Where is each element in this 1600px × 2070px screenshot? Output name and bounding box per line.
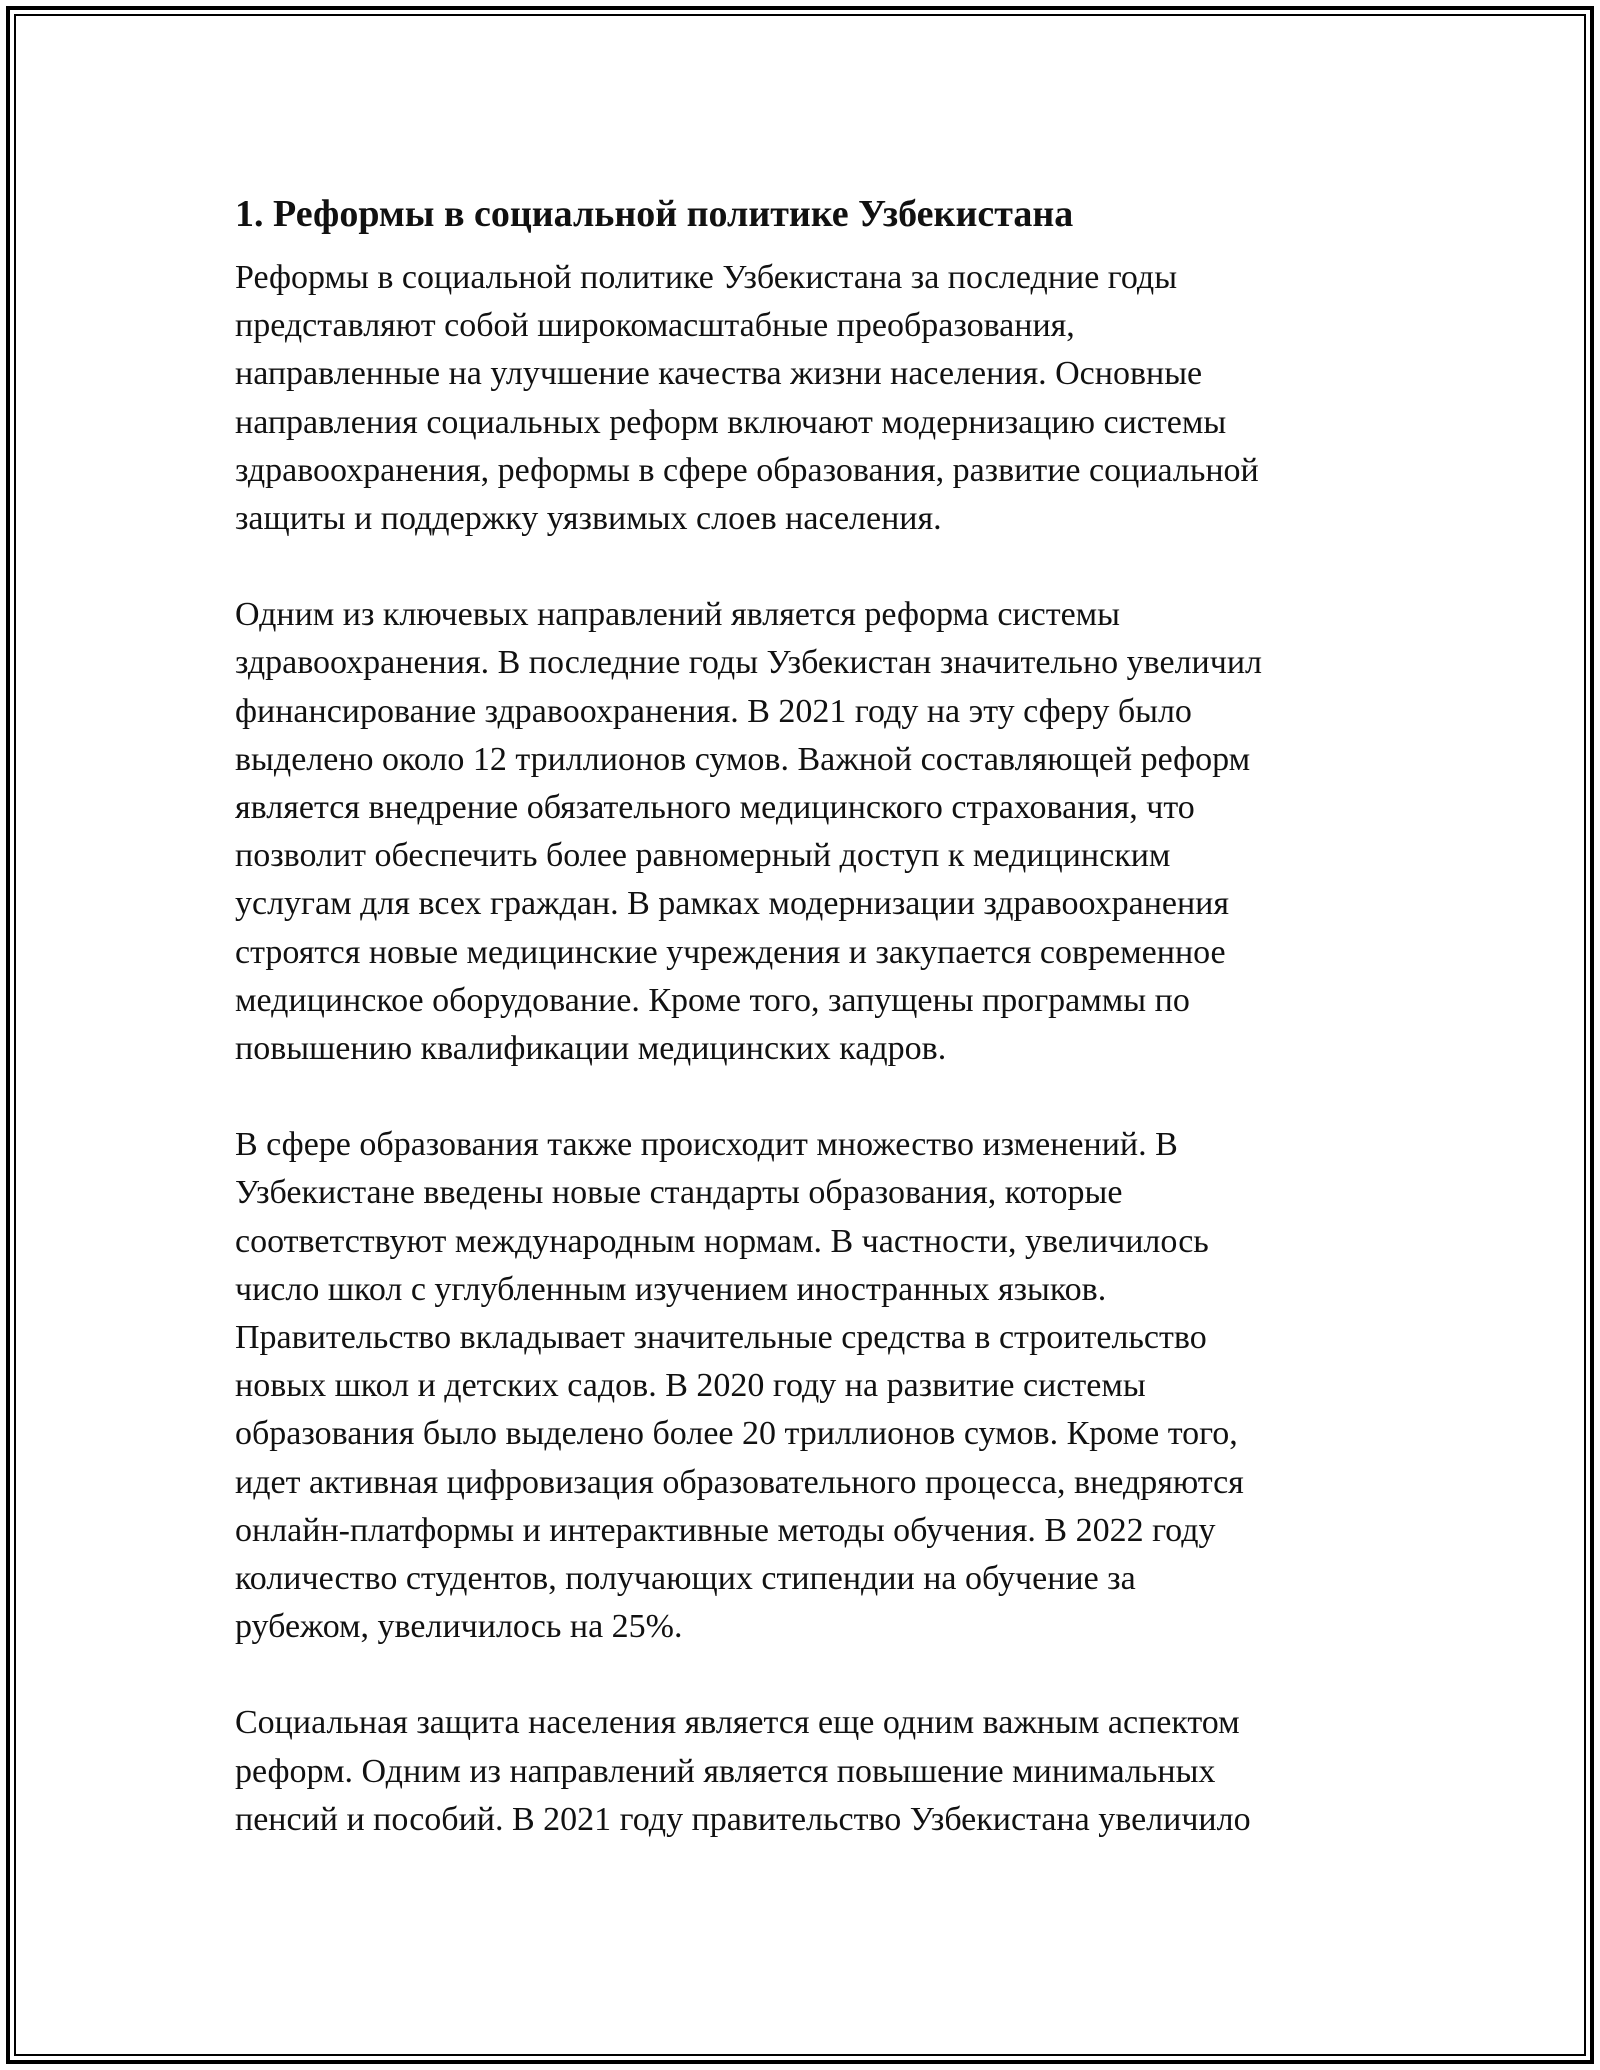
- document-body: [235, 190, 1365, 1892]
- paragraph-intro: Реформы в социальной политике Узбекистана за последние годы представляют собой широкомасштабные преобразования, направленные на улучшение качества жизни населения. Основные направления социальных реформ включают модернизацию системы здравоохранения, реформы в сфере образования, развитие социальной защиты и поддержку уязвимых слоев населения.: [235, 259, 1259, 538]
- paragraph-education: В сфере образования также происходит множество изменений. В Узбекистане введены новые стандарты образования, которые соответствуют международным нормам. В частности, увеличилось число школ с углубленным изучением иностранных языков. Правительство вкладывает значительные средства в строительство новых школ и детских садов. В 2020 году на развитие системы образования было выделено более 20 триллионов сумов. Кроме того, идет активная цифровизация образовательного процесса, внедряются онлайн-платформы и интерактивные методы обучения. В 2022 году количество студентов, получающих стипендии на обучение за рубежом, увеличилось на 25%.: [235, 1126, 1244, 1646]
- paragraph-social-protection: Социальная защита населения является еще одним важным аспектом реформ. Одним из направлений является повышение минимальных пенсий и пособий. В 2021 году правительство Узбекистана увеличило: [235, 1704, 1251, 1838]
- paragraph-healthcare: Одним из ключевых направлений является реформа системы здравоохранения. В последние годы Узбекистан значительно увеличил финансирование здравоохранения. В 2021 году на эту сферу было выделено около 12 триллионов сумов. Важной составляющей реформ является внедрение обязательного медицинского страхования, что позволит обеспечить более равномерный доступ к медицинским услугам для всех граждан. В рамках модернизации здравоохранения строятся новые медицинские учреждения и закупается современное медицинское оборудование. Кроме того, запущены программы по повышению квалификации медицинских кадров.: [235, 596, 1263, 1068]
- section-heading: 1. Реформы в социальной политике Узбекистана: [235, 193, 1074, 235]
